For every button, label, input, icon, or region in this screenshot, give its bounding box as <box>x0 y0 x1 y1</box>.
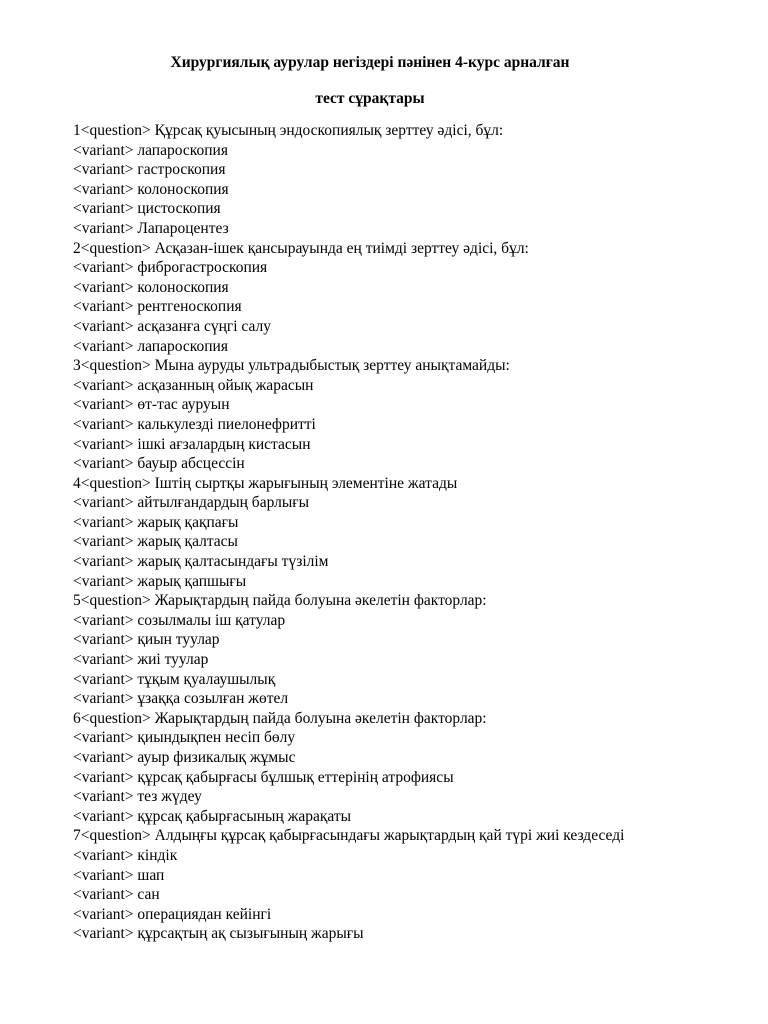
question-text: 7<question> Алдыңғы құрсақ қабырғасындағы жарықтардың қай түрі жиі кездеседі <box>73 827 625 845</box>
variant-text: <variant> құрсақ қабырғасы бұлшық еттерінің атрофиясы <box>73 768 454 786</box>
variant-text: <variant> колоноскопия <box>73 180 229 198</box>
variant-text: <variant> тұқым қуалаушылық <box>73 670 276 688</box>
variant-text: <variant> айтылғандардың барлығы <box>73 494 310 512</box>
variant-text: <variant> рентгеноскопия <box>73 298 242 316</box>
variant-text: <variant> тез жүдеу <box>73 788 202 806</box>
question-text: 2<question> Асқазан-ішек қансырауында ең тиімді зерттеу әдісі, бұл: <box>73 239 529 257</box>
variant-text: <variant> құрсақтың ақ сызығының жарығы <box>73 925 364 943</box>
variant-text: <variant> сан <box>73 886 160 904</box>
question-text: 4<question> Іштің сыртқы жарығының элементіне жатады <box>73 474 458 492</box>
variant-text: <variant> ұзаққа созылған жөтел <box>73 690 289 708</box>
variant-text: <variant> бауыр абсцессін <box>73 455 245 473</box>
document-subtitle: тест сұрақтары <box>315 90 425 107</box>
variant-text: <variant> созылмалы іш қатулар <box>73 611 286 629</box>
variant-text: <variant> лапароскопия <box>73 337 228 355</box>
question-list <box>73 121 693 944</box>
question-text: 1<question> Құрсақ қуысының эндоскопиялық зерттеу әдісі, бұл: <box>73 122 504 139</box>
variant-text: <variant> жарық қалтасы <box>73 533 238 551</box>
variant-text: <variant> асқазанның ойық жарасын <box>73 376 314 394</box>
variant-text: <variant> кіндік <box>73 846 178 864</box>
variant-text: <variant> шап <box>73 866 165 884</box>
variant-text: <variant> қиын туулар <box>73 631 220 649</box>
variant-text: <variant> қиындықпен несіп бөлу <box>73 729 296 747</box>
variant-text: <variant> фиброгастроскопия <box>73 259 268 277</box>
variant-text: <variant> Лапароцентез <box>73 219 229 237</box>
variant-text: <variant> гастроскопия <box>73 161 226 179</box>
document-title: Хирургиялық аурулар негіздері пәнінен 4-курс арналған <box>170 54 570 71</box>
variant-text: <variant> ішкі ағзалардың кистасын <box>73 435 311 453</box>
variant-text: <variant> цистоскопия <box>73 200 221 218</box>
variant-text: <variant> лапароскопия <box>73 141 228 159</box>
variant-text: <variant> жиі туулар <box>73 651 209 669</box>
variant-text: <variant> өт-тас ауруын <box>73 396 230 414</box>
variant-text: <variant> жарық қалтасындағы түзілім <box>73 553 329 571</box>
question-text: 3<question> Мына ауруды ультрадыбыстық зерттеу анықтамайды: <box>73 357 510 375</box>
variant-text: <variant> жарық қапшығы <box>73 572 247 590</box>
variant-text: <variant> жарық қақпағы <box>73 513 239 531</box>
variant-text: <variant> асқазанға сүңгі салу <box>73 317 272 335</box>
variant-text: <variant> операциядан кейінгі <box>73 905 272 923</box>
question-text: 5<question> Жарықтардың пайда болуына әкелетін факторлар: <box>73 592 487 610</box>
variant-text: <variant> калькулезді пиелонефритті <box>73 415 316 433</box>
question-text: 6<question> Жарықтардың пайда болуына әкелетін факторлар: <box>73 709 487 727</box>
variant-text: <variant> ауыр физикалық жұмыс <box>73 749 296 766</box>
variant-text: <variant> колоноскопия <box>73 278 229 296</box>
variant-text: <variant> құрсақ қабырғасының жарақаты <box>73 807 352 825</box>
